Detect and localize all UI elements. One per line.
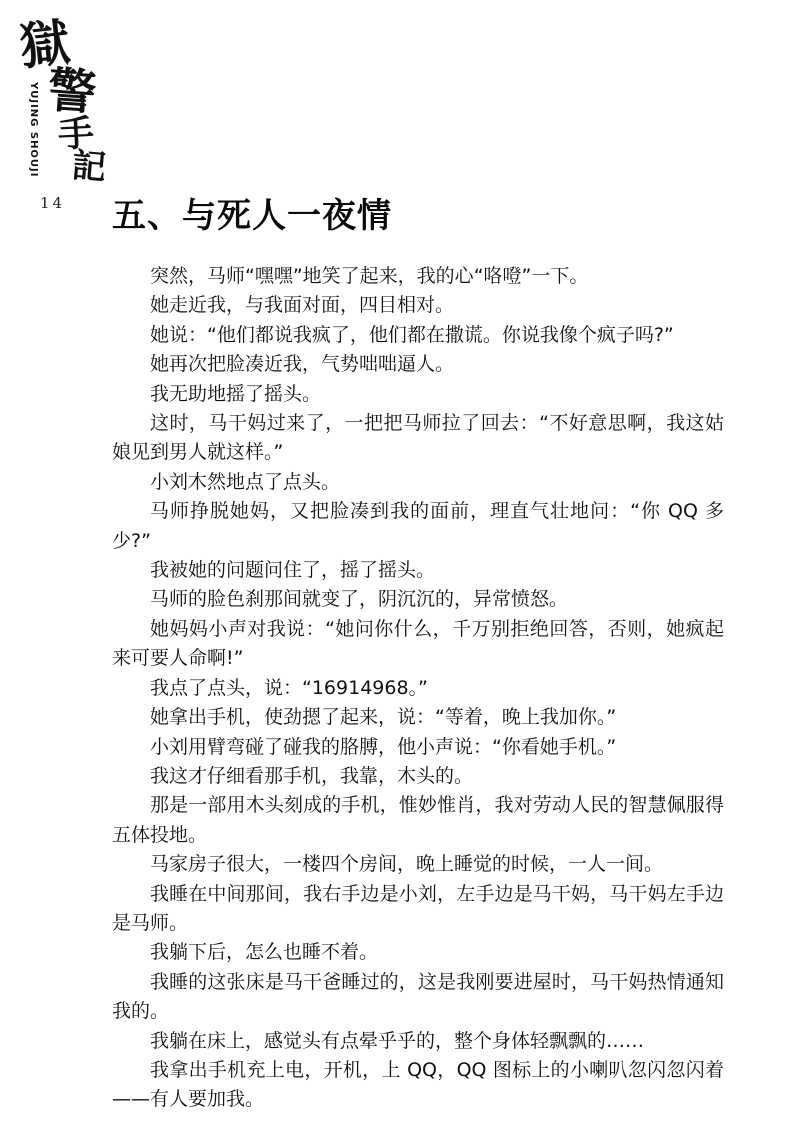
paragraph: 她走近我，与我面对面，四目相对。	[150, 294, 455, 317]
paragraph: 她说：“他们都说我疯了，他们都在撒谎。你说我像个疯子吗?”	[150, 323, 674, 346]
logo-pinyin: YUJING SHOUJI	[28, 82, 39, 178]
paragraph: 那是一部用木头刻成的手机，惟妙惟肖，我对劳动人民的智慧佩服得五体投地。	[112, 794, 724, 846]
paragraph: 我躺在床上，感觉头有点晕乎乎的，整个身体轻飘飘的……	[150, 1029, 645, 1052]
paragraph: 小刘木然地点了点头。	[150, 470, 341, 493]
body-text	[112, 262, 724, 1115]
paragraph: 我无助地摇了摇头。	[150, 382, 322, 405]
paragraph: 她再次把脸凑近我，气势咄咄逼人。	[150, 353, 455, 376]
paragraph: 我被她的问题问住了，摇了摇头。	[150, 559, 436, 582]
paragraph: 我拿出手机充上电，开机，上 QQ，QQ 图标上的小喇叭忽闪忽闪着——有人要加我。	[112, 1058, 724, 1111]
logo-char-4: 記	[70, 145, 108, 189]
paragraph: 马家房子很大，一楼四个房间，晚上睡觉的时候，一人一间。	[150, 853, 664, 876]
logo-char-3: 手	[56, 112, 96, 156]
paragraph: 她拿出手机，使劲摁了起来，说：“等着，晚上我加你。”	[150, 706, 617, 729]
paragraph: 马师的脸色刹那间就变了，阴沉沉的，异常愤怒。	[150, 588, 569, 611]
logo-char-2: 警	[46, 62, 98, 122]
paragraph: 我躺下后，怎么也睡不着。	[150, 941, 379, 964]
book-logo	[14, 12, 110, 192]
paragraph: 小刘用臂弯碰了碰我的胳膊，他小声说：“你看她手机。”	[150, 735, 617, 758]
chapter-title: 五、与死人一夜情	[112, 196, 392, 236]
paragraph: 我这才仔细看那手机，我靠，木头的。	[150, 764, 474, 787]
paragraph: 这时，马干妈过来了，一把把马师拉了回去：“不好意思啊，我这姑娘见到男人就这样。”	[112, 412, 724, 464]
paragraph: 我睡在中间那间，我右手边是小刘，左手边是马干妈，马干妈左手边是马师。	[112, 882, 724, 934]
paragraph: 她妈妈小声对我说：“她问你什么，千万别拒绝回答，否则，她疯起来可要人命啊!”	[112, 617, 724, 670]
paragraph: 马师挣脱她妈，又把脸凑到我的面前，理直气壮地问：“你 QQ 多少?”	[112, 500, 724, 552]
paragraph: 突然，马师“嘿嘿”地笑了起来，我的心“咯噔”一下。	[150, 265, 589, 287]
page-number: 14	[40, 194, 66, 212]
paragraph: 我睡的这张床是马干爸睡过的，这是我刚要进屋时，马干妈热情通知我的。	[112, 970, 724, 1023]
paragraph: 我点了点头，说：“16914968。”	[150, 676, 428, 699]
logo-char-1: 獄	[17, 12, 73, 77]
